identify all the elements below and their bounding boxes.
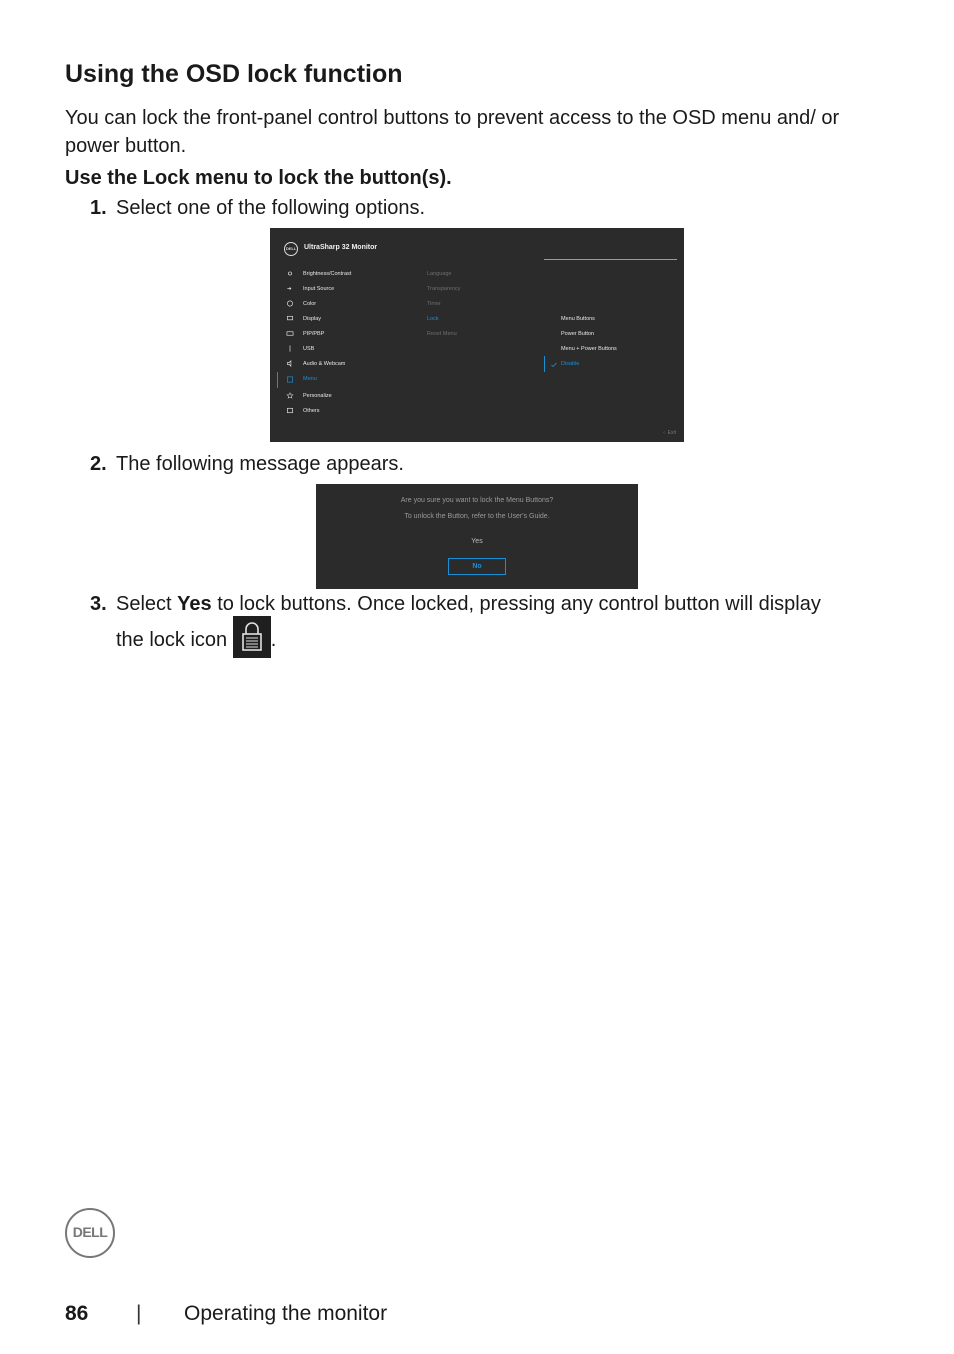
- step-text: The following message appears.: [116, 453, 404, 475]
- dialog-message-line-1: Are you sure you want to lock the Menu Buttons?: [400, 497, 554, 504]
- lock-confirm-dialog: [316, 484, 638, 589]
- menu-selection-bar: [277, 372, 278, 388]
- osd-submenu-item[interactable]: Language: [427, 271, 452, 277]
- osd-menu-item[interactable]: USB: [303, 346, 315, 352]
- osd-menu-item[interactable]: PIP/PBP: [303, 331, 325, 337]
- osd-submenu-item[interactable]: Transparency: [427, 286, 461, 292]
- usb-icon: [286, 345, 294, 352]
- checkmark-icon: [551, 362, 557, 368]
- osd-submenu-item[interactable]: Reset Menu: [427, 331, 457, 337]
- step-number: 1.: [90, 197, 107, 219]
- osd-menu-item[interactable]: Audio & Webcam: [303, 361, 346, 367]
- option-selection-bar: [544, 356, 545, 372]
- exit-button[interactable]: ‹ Exit: [663, 430, 676, 436]
- page-number: 86: [65, 1302, 89, 1325]
- footer-separator: |: [136, 1302, 142, 1325]
- osd-option-item[interactable]: Power Button: [561, 331, 595, 337]
- osd-option-item-selected[interactable]: Disable: [561, 361, 580, 367]
- osd-submenu-item-selected[interactable]: Lock: [427, 316, 439, 322]
- star-icon: [286, 392, 294, 399]
- osd-option-item[interactable]: Menu Buttons: [561, 316, 595, 322]
- dell-logo-icon: DELL: [284, 242, 298, 256]
- osd-submenu-item[interactable]: Timer: [427, 301, 441, 307]
- sun-icon: [286, 270, 294, 277]
- menu-icon: [286, 376, 294, 383]
- step-number: 3.: [90, 593, 107, 615]
- osd-menu-item[interactable]: Others: [303, 408, 320, 414]
- osd-menu-item-selected[interactable]: Menu: [303, 376, 317, 382]
- intro-paragraph: You can lock the front-panel control buttons to prevent access to the OSD menu and/ or power button.: [65, 107, 840, 157]
- step-1: [90, 190, 425, 226]
- step-2: [90, 446, 404, 482]
- speaker-icon: [286, 360, 294, 367]
- step-number: 2.: [90, 453, 107, 475]
- no-button[interactable]: No: [448, 558, 506, 575]
- lock-icon: [233, 616, 271, 658]
- page-title: Using the OSD lock function: [65, 60, 403, 88]
- osd-menu-item[interactable]: Display: [303, 316, 322, 322]
- osd-option-item[interactable]: Menu + Power Buttons: [561, 346, 617, 352]
- dell-logo: DELL: [65, 1208, 115, 1258]
- dialog-message-line-2: To unlock the Button, refer to the User's Guide.: [404, 513, 550, 520]
- osd-menu-screenshot: [270, 228, 684, 442]
- yes-button[interactable]: Yes: [471, 538, 483, 545]
- osd-menu-item[interactable]: Color: [303, 301, 317, 307]
- osd-menu-item[interactable]: Brightness/Contrast: [303, 271, 352, 277]
- step-text: Select one of the following options.: [116, 197, 426, 219]
- yes-emphasis: Yes: [177, 593, 212, 615]
- pip-icon: [286, 330, 294, 337]
- osd-menu-item[interactable]: Input Source: [303, 286, 335, 292]
- osd-title: UltraSharp 32 Monitor: [304, 244, 378, 251]
- input-source-icon: [286, 285, 294, 292]
- palette-icon: [286, 300, 294, 307]
- subheading: Use the Lock menu to lock the button(s).: [65, 167, 452, 189]
- step-3: 3. Select Yes to lock buttons. Once locked, pressing any control button will display the lock icon .: [90, 586, 890, 658]
- osd-header-divider: [544, 259, 677, 260]
- others-icon: [286, 407, 294, 414]
- osd-menu-item[interactable]: Personalize: [303, 393, 332, 399]
- display-icon: [286, 315, 294, 322]
- section-title: Operating the monitor: [184, 1302, 388, 1325]
